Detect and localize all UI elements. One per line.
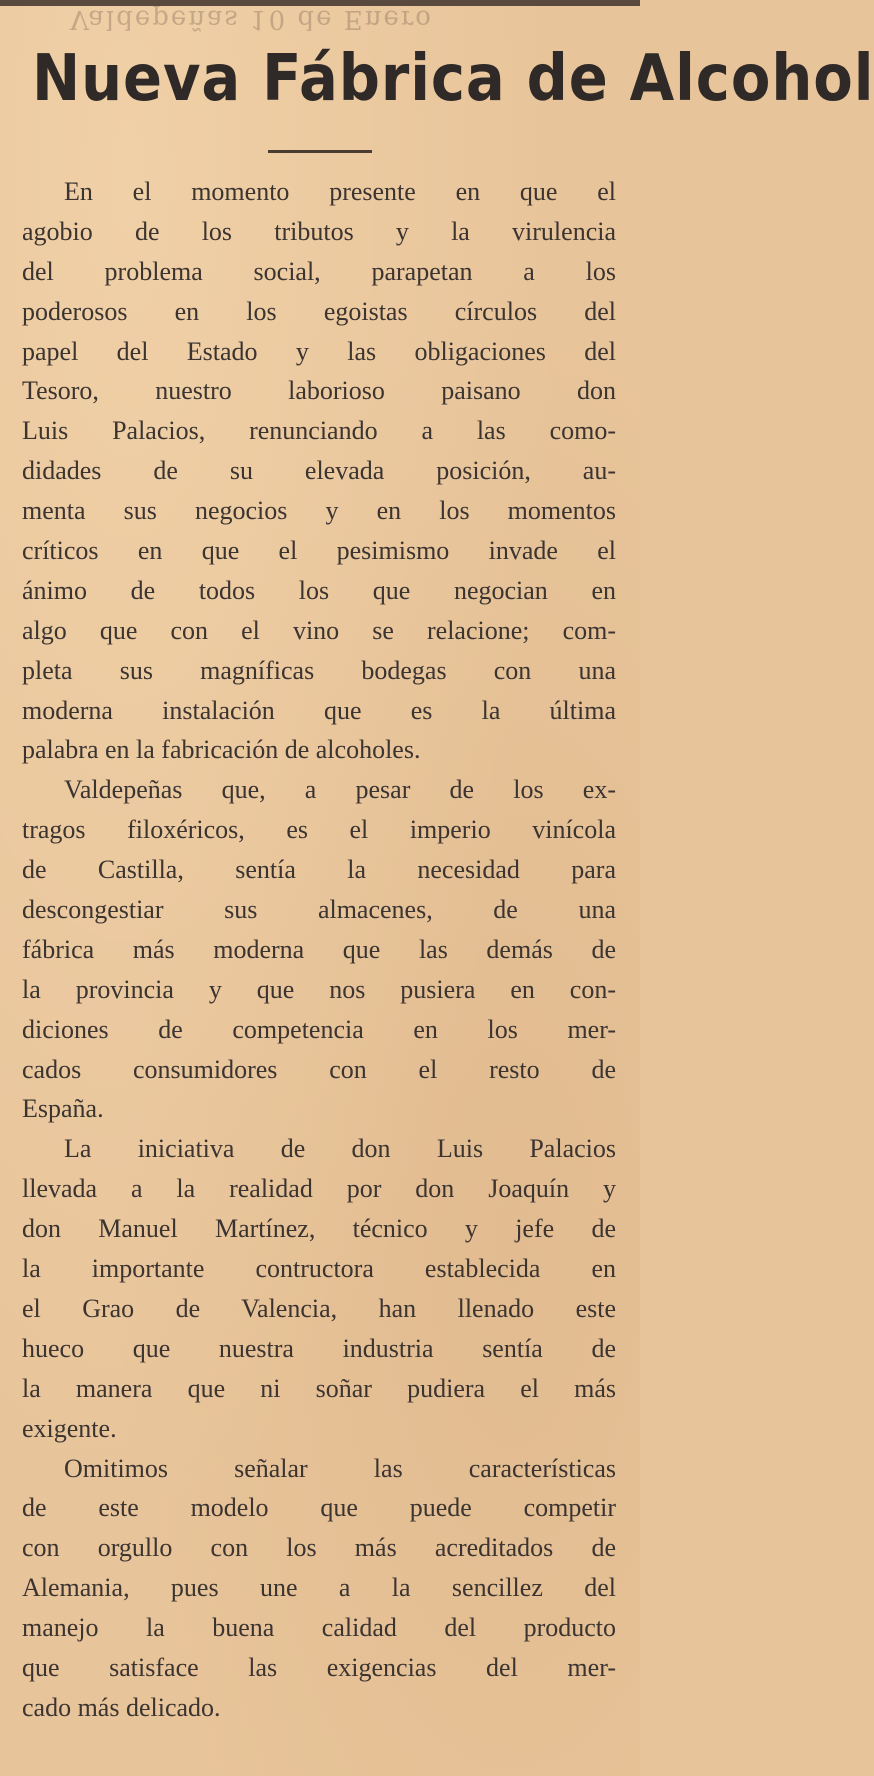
text-line: de Castilla, sentía la necesidad para xyxy=(22,855,616,885)
text-line: diciones de competencia en los mer- xyxy=(22,1014,616,1044)
bleed-through-text: Valdepeñas 10 de Enero xyxy=(70,4,433,34)
paragraph-3 xyxy=(22,1129,616,1448)
text-line: fábrica más moderna que las demás de xyxy=(22,934,616,964)
text-line: Omitimos señalar las características xyxy=(64,1453,616,1483)
text-line: el Grao de Valencia, han llenado este xyxy=(22,1293,616,1323)
text-line: de este modelo que puede competir xyxy=(22,1493,616,1523)
text-line: tragos filoxéricos, es el imperio vinícola xyxy=(22,815,616,845)
paragraph-1 xyxy=(22,172,616,770)
text-line: que satisface las exigencias del mer- xyxy=(22,1652,616,1682)
text-line: críticos en que el pesimismo invade el xyxy=(22,536,616,566)
paragraph-4 xyxy=(22,1449,616,1728)
text-line: exigente. xyxy=(22,1413,117,1443)
text-line: del problema social, parapetan a los xyxy=(22,256,616,286)
text-line: La iniciativa de don Luis Palacios xyxy=(64,1134,616,1164)
text-line: moderna instalación que es la última xyxy=(22,695,616,725)
text-line: la importante contructora establecida en xyxy=(22,1254,616,1284)
headline: Nueva Fábrica de Alcohol xyxy=(32,42,874,116)
text-line: cado más delicado. xyxy=(22,1692,221,1722)
headline-divider xyxy=(268,150,372,153)
text-line: En el momento presente en que el xyxy=(64,177,616,206)
text-line: pleta sus magníficas bodegas con una xyxy=(22,655,616,685)
text-line: palabra en la fabricación de alcoholes. xyxy=(22,735,421,765)
text-line: papel del Estado y las obligaciones del xyxy=(22,336,616,366)
text-line: manejo la buena calidad del producto xyxy=(22,1613,616,1643)
text-line: llevada a la realidad por don Joaquín y xyxy=(22,1174,616,1204)
text-line: Valdepeñas que, a pesar de los ex- xyxy=(64,775,616,805)
text-line: don Manuel Martínez, técnico y jefe de xyxy=(22,1214,616,1244)
text-line: la provincia y que nos pusiera en con- xyxy=(22,974,616,1004)
text-line: descongestiar sus almacenes, de una xyxy=(22,895,616,925)
text-line: menta sus negocios y en los momentos xyxy=(22,496,616,526)
text-line: Luis Palacios, renunciando a las como- xyxy=(22,416,616,446)
text-line: la manera que ni soñar pudiera el más xyxy=(22,1373,616,1403)
text-line: Alemania, pues une a la sencillez del xyxy=(22,1573,616,1603)
text-line: agobio de los tributos y la virulencia xyxy=(22,216,616,246)
text-line: algo que con el vino se relacione; com- xyxy=(22,615,616,645)
text-line: Tesoro, nuestro laborioso paisano don xyxy=(22,376,616,406)
text-line: con orgullo con los más acreditados de xyxy=(22,1533,616,1563)
text-line: España. xyxy=(22,1094,104,1124)
text-line: cados consumidores con el resto de xyxy=(22,1054,616,1084)
text-line: poderosos en los egoistas círculos del xyxy=(22,296,616,326)
article-body xyxy=(22,172,616,1728)
text-line: ánimo de todos los que negocian en xyxy=(22,575,616,605)
paragraph-2 xyxy=(22,770,616,1129)
text-line: hueco que nuestra industria sentía de xyxy=(22,1333,616,1363)
text-line: didades de su elevada posición, au- xyxy=(22,456,616,486)
